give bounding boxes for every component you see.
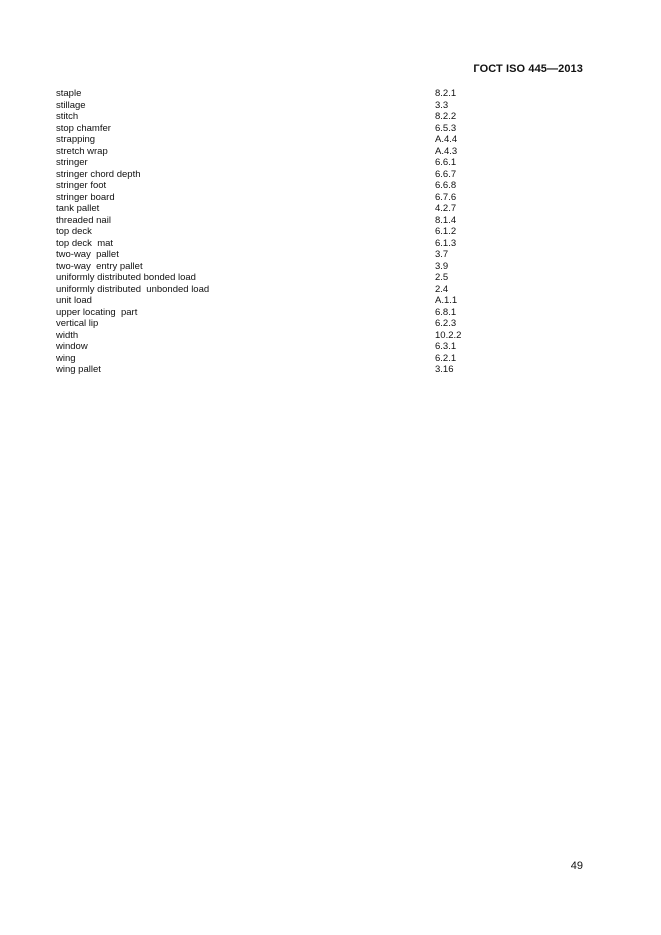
index-ref: 3.3 [435,99,449,111]
index-term: threaded nail [56,214,111,226]
index-entry [56,146,486,158]
index-term: top deck [56,226,92,237]
index-ref: 6.6.1 [435,157,457,168]
index-term: uniformly distributed unbonded load [56,283,210,295]
index-ref: 6.8.1 [435,306,457,318]
page-number: 49 [570,860,583,872]
index-ref: 2.4 [435,283,449,295]
index-entry [56,307,486,319]
index-ref: 8.2.1 [435,88,457,99]
index-entry [56,180,486,192]
index-term: upper locating part [56,306,138,318]
index-term: width [56,329,79,341]
index-ref: 4.2.7 [435,203,457,214]
index-entry [56,249,486,261]
index-term: wing [56,352,76,364]
index-entry [56,272,486,284]
document-header [473,63,583,75]
index-term: stringer foot [56,180,107,191]
index-ref: 6.2.3 [435,318,457,329]
index-entry [56,111,486,123]
index-entry [56,192,486,204]
index-term: wing pallet [56,364,101,375]
index-ref: A.1.1 [435,295,458,306]
index-term: staple [56,88,82,99]
index-ref: 6.3.1 [435,341,457,352]
index-term: stillage [56,99,86,111]
index-entry [56,226,486,238]
index-ref: 3.7 [435,249,449,260]
index-entry [56,88,486,100]
index-entry [56,330,486,342]
index-entry [56,157,486,169]
index-ref: 8.2.2 [435,111,457,122]
index-ref: 6.6.8 [435,180,457,191]
index-entry [56,123,486,135]
index-ref: 10.2.2 [435,329,462,341]
index-entry [56,100,486,112]
index-term: two-way pallet [56,249,119,260]
index-term: stringer [56,157,88,168]
index-ref: 8.1.4 [435,214,457,226]
index-ref: 6.1.2 [435,226,457,237]
index-term: tank pallet [56,203,100,214]
index-entry [56,238,486,250]
index-entry [56,215,486,227]
index-entry [56,364,486,376]
index-term: stringer board [56,191,115,203]
index-term: top deck mat [56,237,114,249]
index-term: stop chamfer [56,122,111,134]
index-ref: A.4.3 [435,145,458,157]
index-entry [56,353,486,365]
index-entry [56,341,486,353]
index-ref: 6.2.1 [435,352,457,364]
index-ref: 2.5 [435,272,449,283]
index-ref: 6.7.6 [435,191,457,203]
index-ref: 3.16 [435,364,454,375]
index-entry [56,284,486,296]
index-entry [56,318,486,330]
index-entry [56,134,486,146]
index-term: stitch [56,111,79,122]
index-entry [56,261,486,273]
index-term: uniformly distributed bonded load [56,272,196,283]
index-ref: 6.6.7 [435,168,457,180]
index-entry [56,295,486,307]
index-term: two-way entry pallet [56,260,143,272]
index-term: vertical lip [56,318,99,329]
index-term: stringer chord depth [56,168,141,180]
index-term: window [56,341,88,352]
standard-id: ГОСТ ISO 445—2013 [473,63,583,75]
index-entry [56,203,486,215]
alphabetical-index [56,88,486,376]
index-term: stretch wrap [56,145,108,157]
index-term: strapping [56,134,96,145]
index-ref: 3.9 [435,260,449,272]
index-ref: A.4.4 [435,134,458,145]
index-ref: 6.1.3 [435,237,457,249]
index-term: unit load [56,295,92,306]
index-entry [56,169,486,181]
index-ref: 6.5.3 [435,122,457,134]
